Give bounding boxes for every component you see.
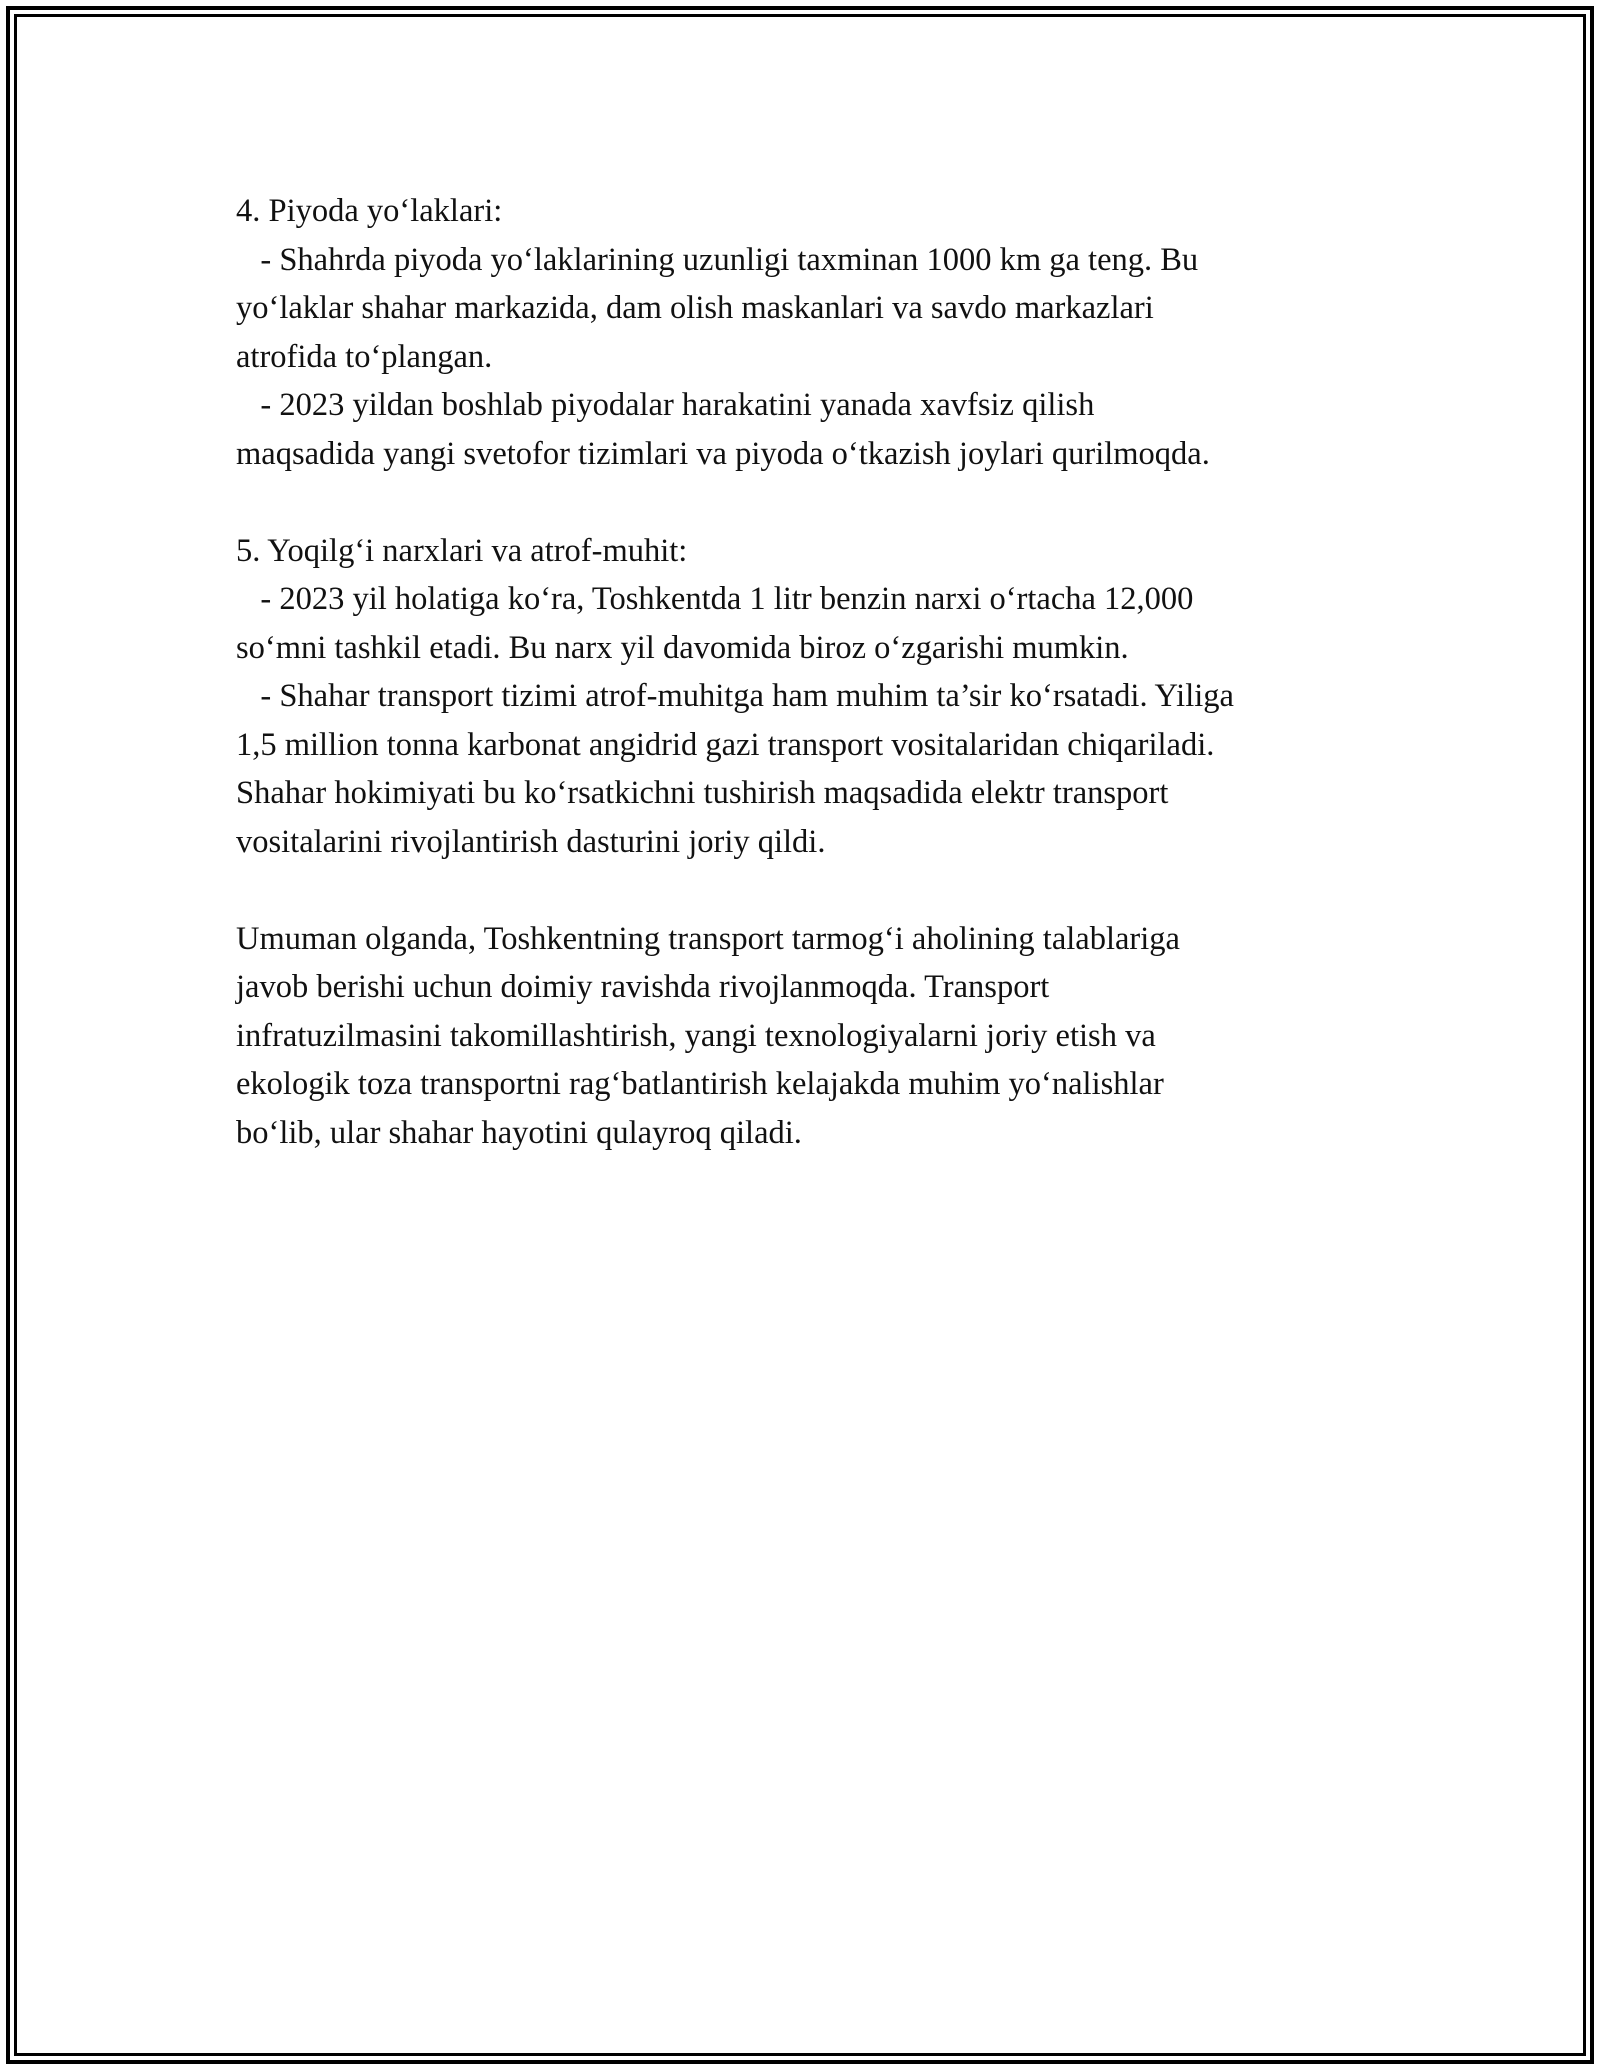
conclusion-line: Umuman olganda, Toshkentning transport tarmog‘i aholining talablariga: [236, 920, 1180, 957]
document-body: [236, 187, 1376, 1157]
section-4: [236, 187, 1376, 478]
conclusion-line: ekologik toza transportni rag‘batlantirish kelajakda muhim yo‘nalishlar: [236, 1066, 1164, 1102]
section-4-line: maqsadida yangi svetofor tizimlari va piyoda o‘tkazish joylari qurilmoqda.: [236, 435, 1210, 472]
section-4-line: atrofida to‘plangan.: [236, 338, 493, 375]
section-4-line: yo‘laklar shahar markazida, dam olish maskanlari va savdo markazlari: [236, 290, 1154, 326]
section-4-line: - Shahrda piyoda yo‘laklarining uzunligi taxminan 1000 km ga teng. Bu: [236, 241, 1199, 278]
section-5-line: - Shahar transport tizimi atrof-muhitga ham muhim ta’sir ko‘rsatadi. Yiliga: [236, 678, 1234, 714]
paragraph-spacer: [236, 478, 1376, 527]
section-5-line: vositalarini rivojlantirish dasturini joriy qildi.: [236, 823, 826, 860]
conclusion-line: javob berishi uchun doimiy ravishda rivojlanmoqda. Transport: [236, 969, 1050, 1005]
section-5-line: - 2023 yil holatiga ko‘ra, Toshkentda 1 litr benzin narxi o‘rtacha 12,000: [236, 581, 1194, 617]
section-5-line: 1,5 million tonna karbonat angidrid gazi transport vositalaridan chiqariladi.: [236, 726, 1215, 763]
conclusion-line: bo‘lib, ular shahar hayotini qulayroq qiladi.: [236, 1114, 802, 1151]
section-4-line: - 2023 yildan boshlab piyodalar harakatini yanada xavfsiz qilish: [236, 387, 1095, 423]
section-5: [236, 527, 1376, 867]
section-5-line: so‘mni tashkil etadi. Bu narx yil davomida biroz o‘zgarishi mumkin.: [236, 629, 1129, 666]
section-5-line: Shahar hokimiyati bu ko‘rsatkichni tushirish maqsadida elektr transport: [236, 775, 1169, 811]
section-4-heading: 4. Piyoda yo‘laklari:: [236, 193, 503, 229]
conclusion-paragraph: [236, 915, 1376, 1158]
conclusion-line: infratuzilmasini takomillashtirish, yangi texnologiyalarni joriy etish va: [236, 1017, 1156, 1054]
section-5-heading: 5. Yoqilg‘i narxlari va atrof-muhit:: [236, 532, 688, 569]
paragraph-spacer: [236, 866, 1376, 915]
